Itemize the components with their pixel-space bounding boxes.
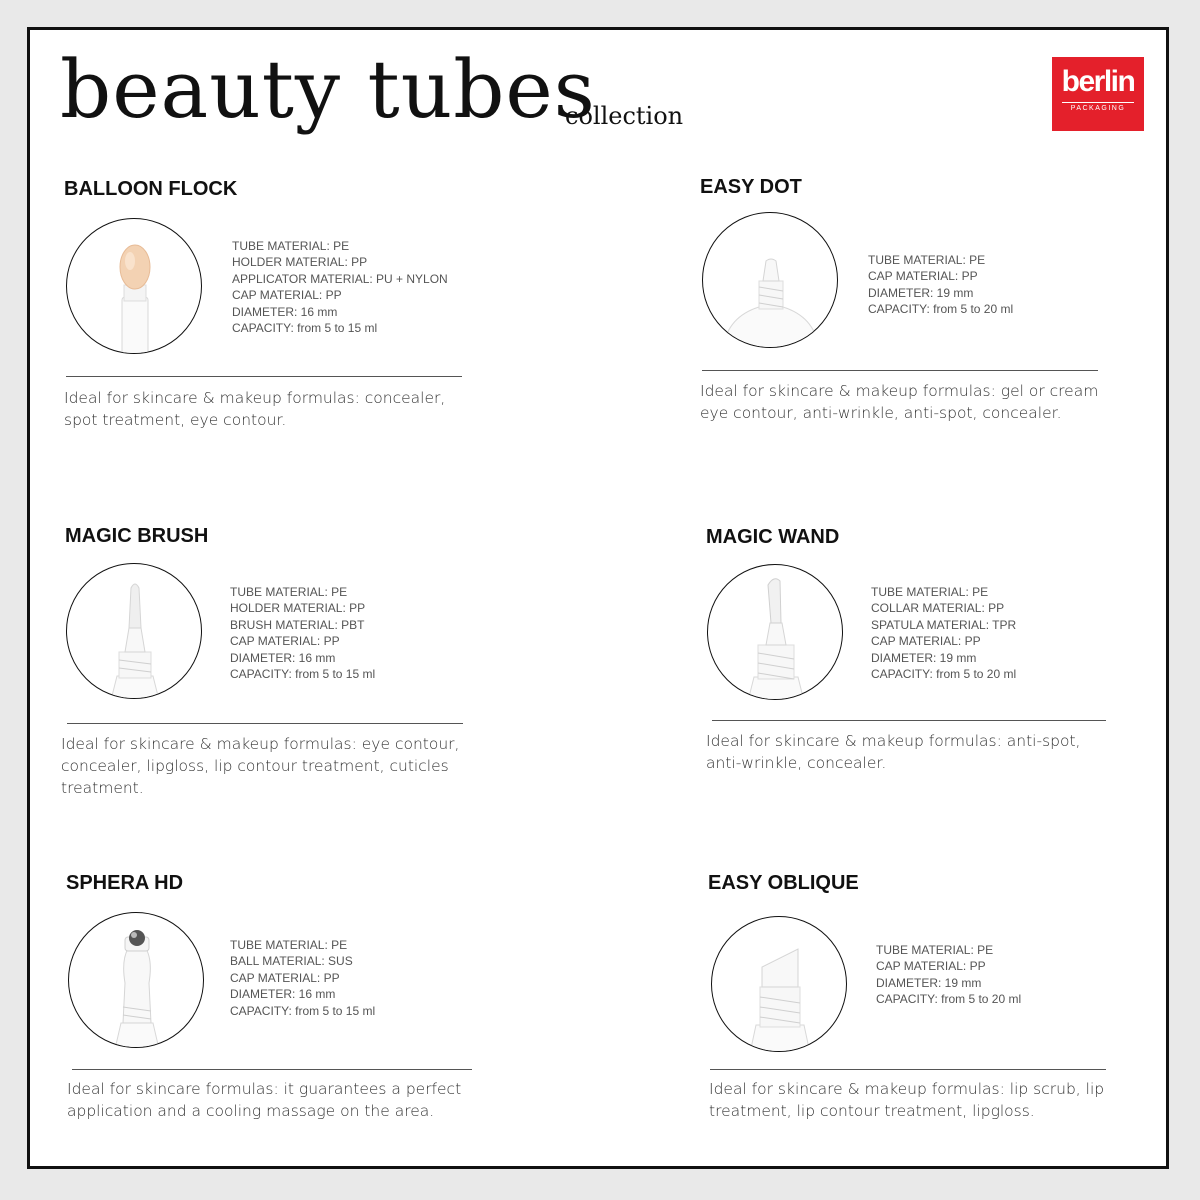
spec-item: TUBE MATERIAL: PE <box>876 943 994 957</box>
spatula-tube-icon <box>708 565 843 700</box>
product-description: Ideal for skincare & makeup formulas: eye contour, concealer, lipgloss, lip contour treatment, cuticles treatment. <box>61 735 460 797</box>
product-name: SPHERA HD <box>66 872 184 894</box>
product-description: Ideal for skincare & makeup formulas: gel or cream eye contour, anti-wrinkle, anti-spot, concealer. <box>700 382 1099 422</box>
spec-item: DIAMETER: 16 mm <box>230 987 336 1002</box>
spec-item: DIAMETER: 16 mm <box>230 650 336 665</box>
brush-tube-icon <box>67 564 202 699</box>
product-illustration <box>68 912 204 1048</box>
spec-item: TUBE MATERIAL: PE <box>232 239 350 253</box>
spec-item: CAPACITY: from 5 to 15 ml <box>232 321 378 336</box>
product-name: EASY OBLIQUE <box>708 872 859 894</box>
divider <box>712 720 1106 721</box>
divider <box>72 1069 472 1070</box>
spec-item: BRUSH MATERIAL: PBT <box>230 617 365 632</box>
page-title: beauty tubes <box>60 43 596 136</box>
spec-item: DIAMETER: 16 mm <box>232 304 338 319</box>
spec-item: CAPACITY: from 5 to 15 ml <box>230 1003 376 1018</box>
spec-item: CAP MATERIAL: PP <box>230 970 340 985</box>
spec-item: COLLAR MATERIAL: PP <box>871 601 1005 616</box>
spec-item: CAP MATERIAL: PP <box>230 634 340 649</box>
spec-item: DIAMETER: 19 mm <box>876 975 982 990</box>
spec-list <box>230 937 375 1019</box>
dot-nozzle-tube-icon <box>703 213 838 348</box>
oblique-tip-tube-icon <box>712 917 847 1052</box>
product-illustration <box>66 218 202 354</box>
spec-item: CAPACITY: from 5 to 20 ml <box>868 302 1014 317</box>
spec-list <box>868 252 1013 318</box>
spec-item: DIAMETER: 19 mm <box>871 650 977 665</box>
product-illustration <box>66 563 202 699</box>
spec-item: CAPACITY: from 5 to 15 ml <box>230 667 376 682</box>
spec-item: CAP MATERIAL: PP <box>876 959 986 974</box>
spec-item: CAP MATERIAL: PP <box>871 634 981 649</box>
divider <box>710 1069 1106 1070</box>
product-name: BALLOON FLOCK <box>64 178 238 200</box>
spec-list <box>230 584 375 682</box>
spec-item: BALL MATERIAL: SUS <box>230 954 353 969</box>
divider <box>67 723 463 724</box>
spec-item: CAPACITY: from 5 to 20 ml <box>871 667 1017 682</box>
product-description: Ideal for skincare formulas: it guarantees a perfect application and a cooling massage on the area. <box>67 1080 462 1120</box>
product-description: Ideal for skincare & makeup formulas: lip scrub, lip treatment, lip contour treatment, lipgloss. <box>709 1080 1105 1120</box>
spec-item: HOLDER MATERIAL: PP <box>230 601 366 616</box>
divider <box>66 376 462 377</box>
spec-item: DIAMETER: 19 mm <box>868 285 974 300</box>
product-illustration <box>711 916 847 1052</box>
roller-ball-tube-icon <box>69 913 204 1048</box>
spec-item: TUBE MATERIAL: PE <box>871 585 989 599</box>
product-description: Ideal for skincare & makeup formulas: concealer, spot treatment, eye contour. <box>64 389 446 429</box>
product-description: Ideal for skincare & makeup formulas: anti-spot, anti-wrinkle, concealer. <box>706 732 1081 772</box>
page-subtitle: collection <box>565 102 684 130</box>
spec-list <box>871 584 1016 682</box>
product-name: EASY DOT <box>700 176 802 198</box>
logo-tagline: PACKAGING <box>1062 102 1134 112</box>
spec-item: TUBE MATERIAL: PE <box>230 938 348 952</box>
logo-wordmark: berlin <box>1061 65 1135 98</box>
spec-item: SPATULA MATERIAL: TPR <box>871 617 1017 632</box>
brand-logo <box>1052 57 1144 131</box>
spec-item: APPLICATOR MATERIAL: PU + NYLON <box>232 271 448 286</box>
spec-item: CAPACITY: from 5 to 20 ml <box>876 992 1022 1007</box>
product-name: MAGIC BRUSH <box>65 525 209 547</box>
divider <box>702 370 1098 371</box>
spec-item: TUBE MATERIAL: PE <box>230 585 348 599</box>
spec-item: CAP MATERIAL: PP <box>868 269 978 284</box>
spec-item: CAP MATERIAL: PP <box>232 288 342 303</box>
product-illustration <box>707 564 843 700</box>
spec-item: HOLDER MATERIAL: PP <box>232 255 368 270</box>
spec-item: TUBE MATERIAL: PE <box>868 253 986 267</box>
spec-list <box>876 942 1021 1008</box>
flock-applicator-tube-icon <box>67 219 202 354</box>
product-name: MAGIC WAND <box>706 526 840 548</box>
spec-list <box>232 238 448 336</box>
product-illustration <box>702 212 838 348</box>
